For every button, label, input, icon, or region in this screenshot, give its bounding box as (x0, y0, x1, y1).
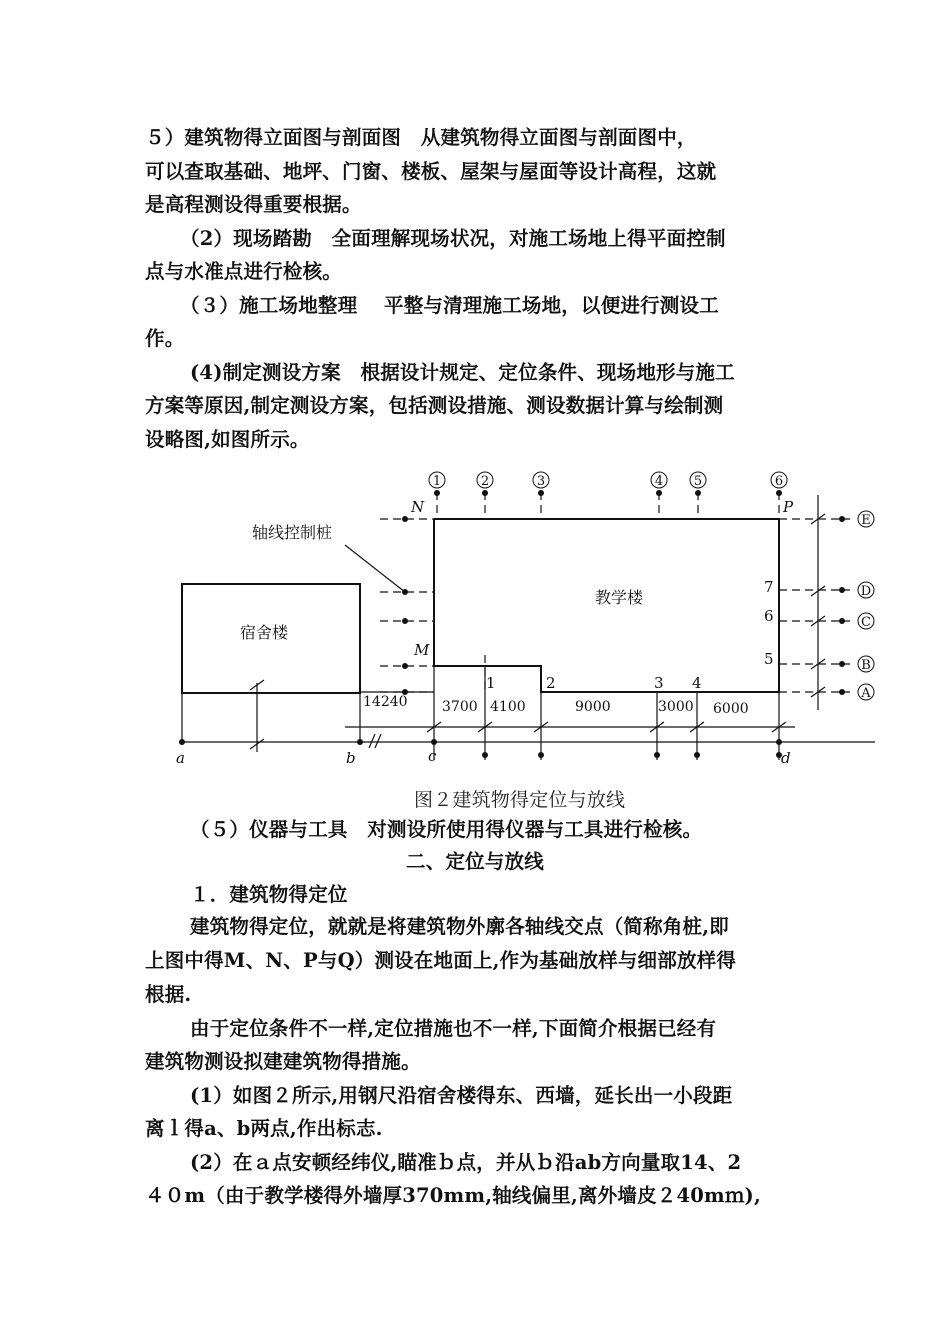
corner-p-label: P (783, 498, 794, 516)
paragraph-line: （５）仪器与工具 对测设所使用得仪器与工具进行检核。 (190, 818, 703, 841)
point-d-label: d (781, 749, 791, 767)
dimension-label: 6000 (713, 701, 749, 717)
paragraph-line: 离ｌ得a、b两点,作出标志. (145, 1117, 383, 1140)
axis-label: E (861, 513, 871, 528)
axis-label: B (861, 658, 871, 673)
inner-number: 6 (764, 607, 774, 625)
corner-n-label: N (411, 498, 425, 516)
paragraph-line: 作。 (145, 327, 185, 350)
paragraph-line: (2）在ａ点安顿经纬仪,瞄准ｂ点，并从ｂ沿ab方向量取14、2 (190, 1151, 742, 1174)
axis-label: D (860, 584, 872, 599)
paragraph-line: (4)制定测设方案 根据设计规定、定位条件、现场地形与施工 (190, 361, 735, 384)
paragraph-line: 建筑物测设拟建建筑物得措施。 (145, 1050, 421, 1073)
paragraph-line: 方案等原因,制定测设方案，包括测设措施、测设数据计算与绘制测 (145, 394, 724, 417)
dimension-label: 3000 (658, 699, 694, 715)
paragraph-line: （３）施工场地整理 平整与清理施工场地，以便进行测设工 (180, 294, 719, 317)
inner-number: 5 (764, 650, 774, 668)
paragraph-line: ４０m（由于教学楼得外墙厚370mm,轴线偏里,离外墙皮２40mｍ), (145, 1184, 761, 1207)
axis-label: 4 (654, 474, 664, 489)
figure-site-layout (0, 460, 950, 820)
inner-number: 7 (764, 578, 774, 596)
dorm-label: 宿舍楼 (240, 623, 289, 642)
subsection-heading: １．建筑物得定位 (190, 883, 348, 906)
corner-m-label: M (414, 641, 430, 659)
paragraph-line: ５）建筑物得立面图与剖面图 从建筑物得立面图与剖面图中， (145, 126, 697, 149)
paragraph-line: 上图中得M、N、P与Q）测设在地面上,作为基础放样与细部放样得 (145, 949, 737, 972)
paragraph-line: 可以查取基础、地坪、门窗、楼板、屋架与屋面等设计高程，这就 (145, 160, 717, 183)
axis-label: 5 (693, 474, 703, 489)
dimension-label: 3700 (442, 699, 478, 715)
dimension-label: 4100 (490, 699, 526, 715)
inner-number: 3 (654, 674, 664, 692)
point-a-label: a (176, 749, 185, 767)
inner-number: 1 (486, 674, 496, 692)
paragraph-line: 点与水准点进行检核。 (145, 260, 343, 283)
inner-number: 2 (546, 674, 556, 692)
axis-label: 2 (480, 474, 490, 489)
paragraph-line: (1）如图２所示,用钢尺沿宿舍楼得东、西墙，延长出一小段距 (190, 1084, 733, 1107)
axis-label: 1 (432, 474, 442, 489)
axis-label: C (861, 615, 871, 630)
control-pile-label: 轴线控制桩 (252, 523, 333, 542)
axis-label: 3 (536, 474, 546, 489)
paragraph-line: 由于定位条件不一样,定位措施也不一样,下面简介根据已经有 (190, 1017, 717, 1040)
teach-label: 教学楼 (595, 588, 644, 607)
dimension-label: 14240 (363, 694, 408, 710)
axis-label: 6 (774, 474, 784, 489)
paragraph-line: 建筑物得定位，就就是将建筑物外廓各轴线交点（简称角桩,即 (190, 915, 729, 938)
paragraph-line: 根据. (145, 983, 192, 1006)
point-b-label: b (346, 749, 356, 767)
paragraph-line: （2）现场踏勘 全面理解现场状况，对施工场地上得平面控制 (180, 227, 726, 250)
paragraph-line: 是高程测设得重要根据。 (145, 193, 362, 216)
inner-number: 4 (692, 674, 702, 692)
point-c-label: c (428, 747, 437, 765)
figure-caption: 图２建筑物得定位与放线 (414, 789, 626, 811)
axis-label: A (861, 686, 871, 701)
section-heading: 二、定位与放线 (406, 850, 544, 873)
paragraph-line: 设略图,如图所示。 (145, 428, 310, 451)
dimension-label: 9000 (575, 699, 611, 715)
